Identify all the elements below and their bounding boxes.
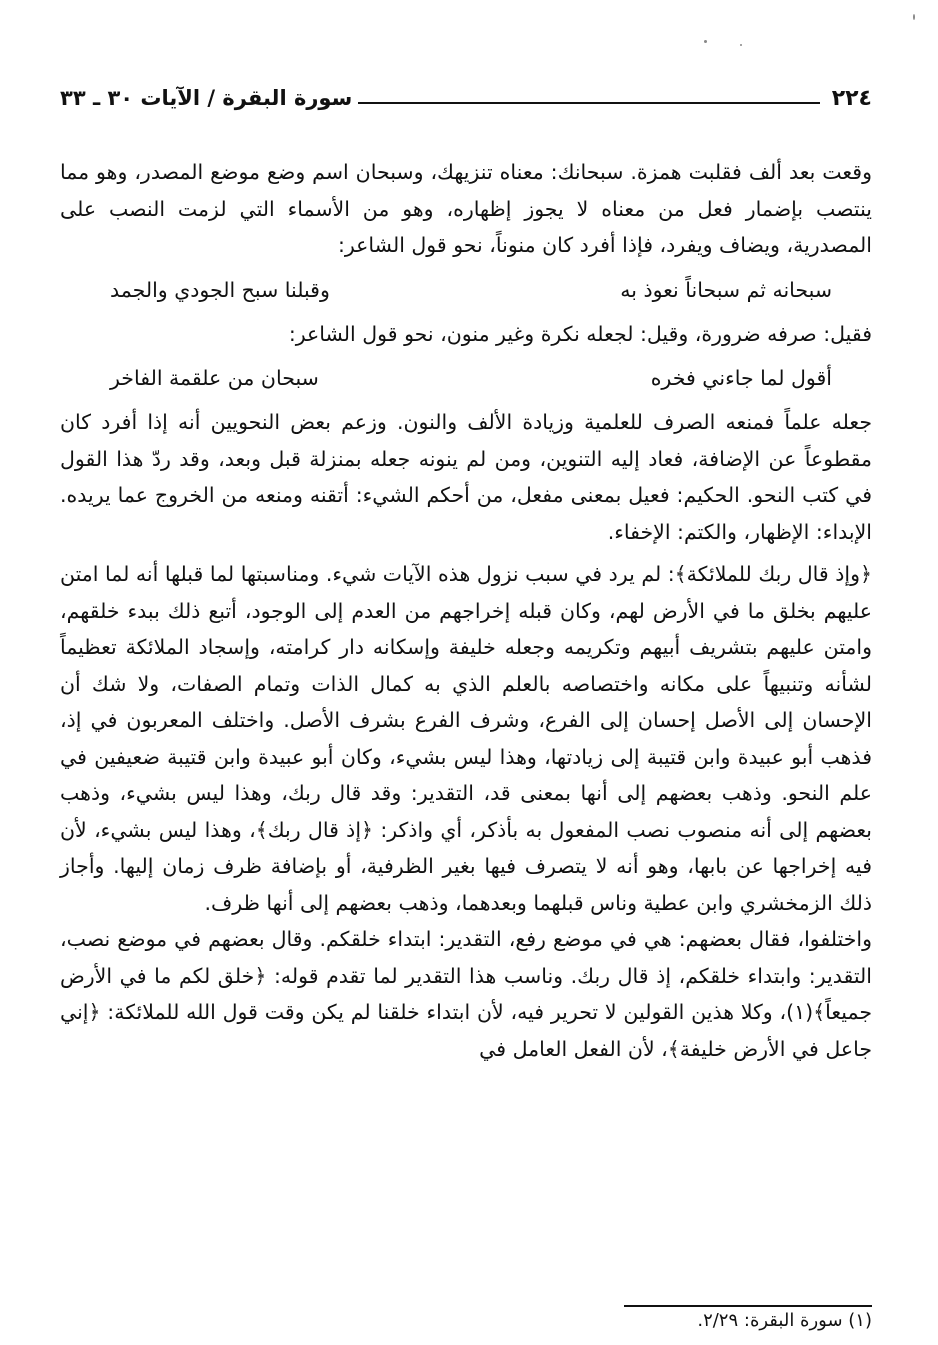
verse-second-hemistich: وقبلنا سبح الجودي والجمد xyxy=(110,277,330,302)
paragraph: وقعت بعد ألف فقلبت همزة. سبحانك: معناه تنزيهك، وسبحان اسم وضع موضع المصدر، وهو مما ينتصب بإضمار فعل من معناه لا يجوز إظهاره، وهو من الأسماء التي لزمت النصب على المصدرية، ويضاف ويفرد، فإذا أفرد كان منوناً، نحو قول الشاعر: xyxy=(60,160,872,257)
verse-first-hemistich: سبحانه ثم سبحاناً نعوذ به xyxy=(620,277,832,302)
paragraph: جعله علماً فمنعه الصرف للعلمية وزيادة الألف والنون. وزعم بعض النحويين أنه إذا أفرد كان مقطوعاً عن الإضافة، فعاد إليه التنوين، ومن لم ينونه جعله بمنزلة قبل وبعد، وقد ردّ هذا القول في كتب النحو. الحكيم: فعيل بمعنى مفعل، من أحكم الشيء: أتقنه ومنعه من الخروج عما يريده. الإبداء: الإظهار، والكتم: الإخفاء. xyxy=(60,410,872,544)
header-rule xyxy=(358,102,819,104)
footnote-rule xyxy=(624,1305,872,1307)
main-text xyxy=(60,154,872,1067)
paragraph: ﴿وإذ قال ربك للملائكة﴾: لم يرد في سبب نزول هذه الآيات شيء. ومناسبتها لما قبلها أنه لما امتن عليهم بخلق ما في الأرض لهم، وكان قبله إخراجهم من العدم إلى الوجود، أتبع ذلك ببدء خلقهم، وامتن عليهم بتشريف أبيهم وتكريمه وجعله خليفة وإسكانه دار كرامته، وإسجاد الملائكة تعظيماً لشأنه وتنبيهاً على مكانه واختصاصه بالعلم الذي به كمال الذات وتمام الصفات، ولا شك أن الإحسان إلى الأصل إحسان إلى الفرع، وشرف الفرع بشرف الأصل. واختلف المعربون في إذ، فذهب أبو عبيدة وابن قتيبة إلى زيادتها، وهذا ليس بشيء، وكان أبو عبيدة وابن قتيبة ضعيفين في علم النحو. وذهب بعضهم إلى أنها بمعنى قد، التقدير: وقد قال ربك، وهذا ليس بشيء، وذهب بعضهم إلى أنه منصوب نصب المفعول به بأذكر، أي واذكر: ﴿إذ قال ربك﴾، وهذا ليس بشيء، لأن فيه إخراجها عن بابها، وهو أنه لا يتصرف فيها بغير الظرفية، أو بإضافة ظرف زمان إليها. وأجاز ذلك الزمخشري وابن عطية وناس قبلهما وبعدهما، وذهب بعضهم إلى أنها ظرف. xyxy=(60,562,872,915)
page-number: ٢٢٤ xyxy=(831,85,872,111)
footnote: (١) سورة البقرة: ٢/٢٩. xyxy=(697,1310,872,1331)
verse-second-hemistich: سبحان من علقمة الفاخر xyxy=(110,366,319,390)
poem-verse xyxy=(60,270,872,310)
scan-speck xyxy=(704,40,707,43)
paragraph: واختلفوا، فقال بعضهم: هي في موضع رفع، التقدير: ابتداء خلقكم. وقال بعضهم في موضع نصب، التقدير: وابتداء خلقكم، إذ قال ربك. وناسب هذا التقدير لما تقدم قوله: ﴿خلق لكم ما في الأرض جميعاً﴾(١)، وكلا هذين القولين لا تحرير فيه، لأن ابتداء خلقنا لم يكن وقت قول الله للملائكة: ﴿إني جاعل في الأرض خليفة﴾، لأن الفعل العامل في xyxy=(60,927,872,1061)
verse-first-hemistich: أقول لما جاءني فخره xyxy=(650,366,832,390)
running-title: سورة البقرة / الآيات ٣٠ ـ ٣٣ xyxy=(60,86,353,110)
scan-speck xyxy=(740,44,742,46)
paragraph: فقيل: صرفه ضرورة، وقيل: لجعله نكرة وغير منون، نحو قول الشاعر: xyxy=(288,321,872,346)
page-header xyxy=(60,80,872,116)
book-page xyxy=(60,70,872,1331)
poem-verse xyxy=(60,358,872,398)
scan-speck xyxy=(913,14,915,20)
